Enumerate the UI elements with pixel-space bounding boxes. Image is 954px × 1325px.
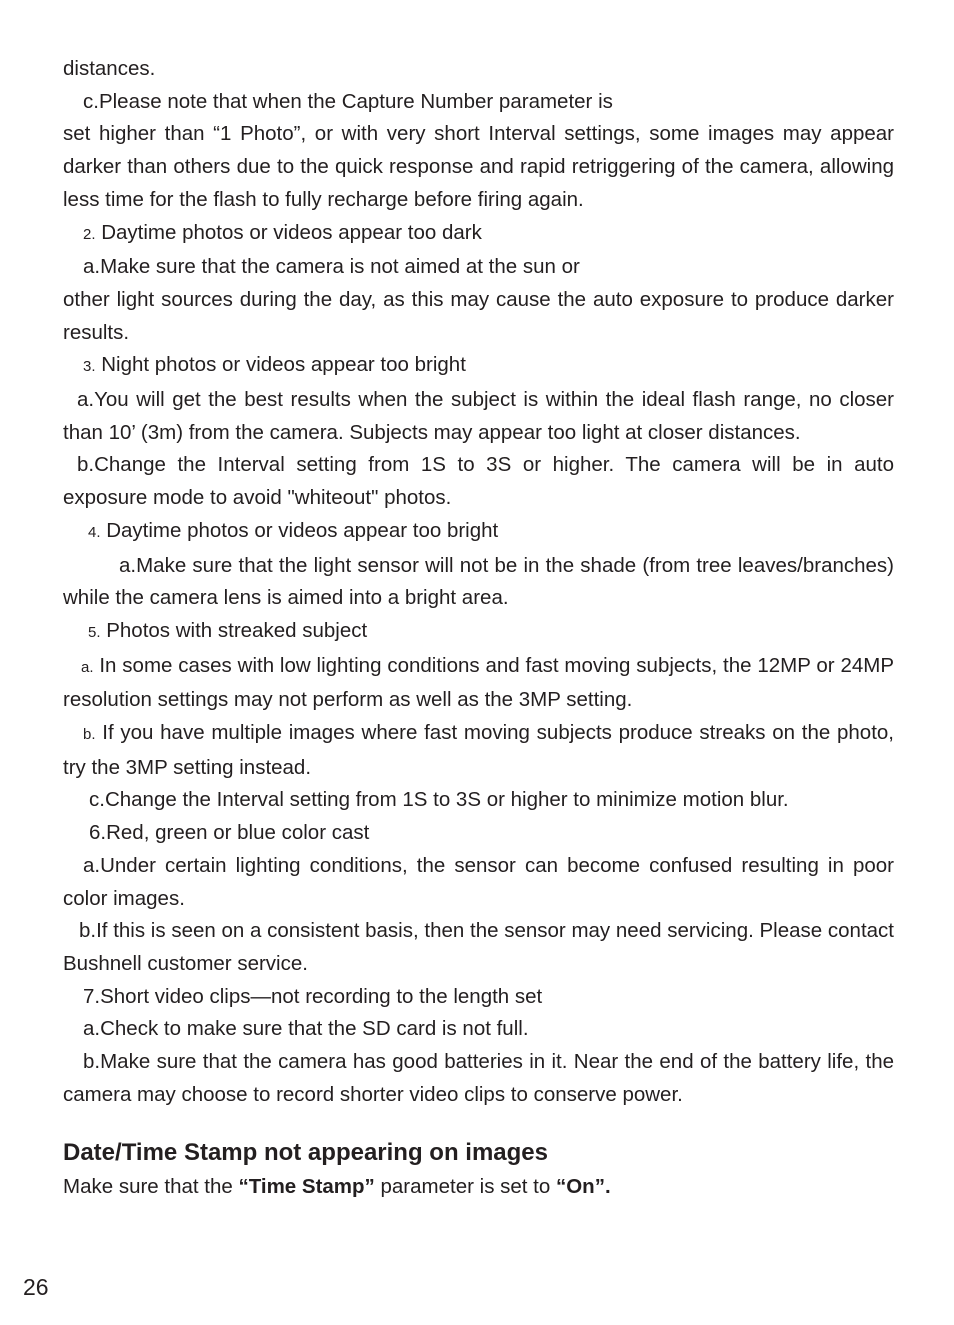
item-heading-4 <box>63 515 894 550</box>
paragraph: set higher than “1 Photo”, or with very short Interval settings, some images may appear darker than others due to the quick response and rapid retriggering of the camera, allowing less time for the flash to fully recharge before firing again. <box>63 122 894 211</box>
item-title: Daytime photos or videos appear too dark <box>101 220 482 244</box>
parameter-value: “On”. <box>555 1174 611 1198</box>
item-marker: a. <box>81 658 94 676</box>
item-heading-3 <box>63 349 894 384</box>
paragraph <box>63 717 894 784</box>
item-heading-5 <box>63 615 894 650</box>
item-number: 3. <box>83 358 96 376</box>
paragraph-text: parameter is set to <box>374 1174 556 1198</box>
item-marker: b. <box>83 726 96 744</box>
page-content <box>63 53 894 1204</box>
page-number: 26 <box>23 1274 49 1300</box>
paragraph <box>63 650 894 717</box>
item-number: 2. <box>83 225 96 243</box>
paragraph: a.Make sure that the camera is not aimed at the sun or <box>83 255 580 279</box>
paragraph: a.Make sure that the light sensor will not be in the shade (from tree leaves/branches) while the camera lens is aimed into a bright area. <box>63 553 894 610</box>
paragraph: a.Check to make sure that the SD card is not full. <box>83 1017 529 1041</box>
paragraph: distances. <box>63 57 156 80</box>
item-heading-7: 7.Short video clips—not recording to the length set <box>83 984 543 1008</box>
paragraph: b.Make sure that the camera has good batteries in it. Near the end of the battery life, the camera may choose to record shorter video clips to conserve power. <box>63 1050 894 1106</box>
section-heading: Date/Time Stamp not appearing on images <box>63 1138 548 1166</box>
paragraph: c.Change the Interval setting from 1S to 3S or higher to minimize motion blur. <box>89 788 789 812</box>
paragraph: b.If this is seen on a consistent basis, then the sensor may need servicing. Please contact Bushnell customer service. <box>63 919 894 975</box>
item-heading-6: 6.Red, green or blue color cast <box>89 821 370 845</box>
paragraph-text: In some cases with low lighting conditions and fast moving subjects, the 12MP or 24MP resolution settings may not perform as well as the 3MP setting. <box>63 653 894 712</box>
paragraph-text: If you have multiple images where fast moving subjects produce streaks on the photo, try the 3MP setting instead. <box>63 721 894 779</box>
paragraph: b.Change the Interval setting from 1S to 3S or higher. The camera will be in auto exposure mode to avoid "whiteout" photos. <box>63 453 894 510</box>
paragraph: a.You will get the best results when the subject is within the ideal flash range, no closer than 10’ (3m) from the camera. Subjects may appear too light at closer distances. <box>63 388 894 444</box>
item-title: Photos with streaked subject <box>106 618 368 642</box>
item-title: Daytime photos or videos appear too bright <box>106 518 499 542</box>
parameter-name: “Time Stamp” <box>238 1174 375 1198</box>
paragraph <box>63 1170 894 1204</box>
item-number: 5. <box>88 623 101 641</box>
paragraph: a.Under certain lighting conditions, the sensor can become confused resulting in poor color images. <box>63 853 894 910</box>
item-title: Night photos or videos appear too bright <box>101 353 466 377</box>
paragraph: c.Please note that when the Capture Number parameter is <box>83 89 613 113</box>
item-number: 4. <box>88 523 101 541</box>
paragraph-text: Make sure that the <box>63 1174 239 1198</box>
item-heading-2 <box>63 217 894 252</box>
paragraph: other light sources during the day, as this may cause the auto exposure to produce darker results. <box>63 287 894 344</box>
